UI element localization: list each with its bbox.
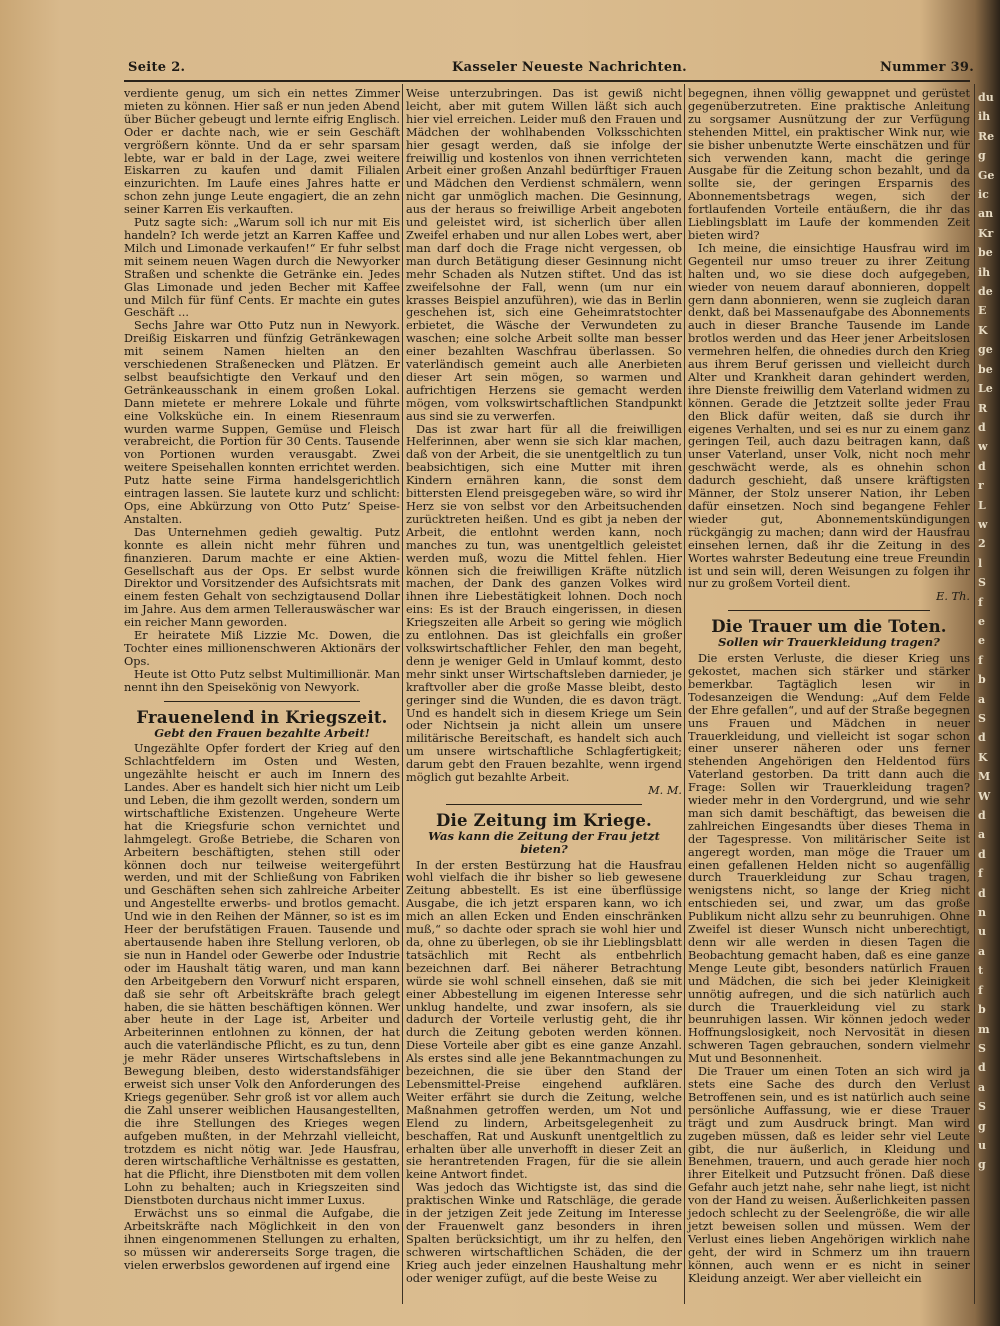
column-divider — [402, 84, 403, 1304]
edge-fragment: K — [978, 750, 988, 764]
edge-fragment: d — [978, 420, 986, 434]
edge-fragment: e — [978, 634, 985, 648]
article-subhead: Gebt den Frauen bezahlte Arbeit! — [154, 725, 370, 740]
edge-fragment: d — [978, 886, 986, 900]
page-number: Seite 2. — [128, 60, 186, 75]
paragraph: Er heiratete Miß Lizzie Mc. Dowen, die Tochter eines millionenschweren Aktionärs der Ops. — [124, 629, 400, 668]
issue-number: Nummer 39. — [880, 60, 975, 75]
edge-fragment: t — [978, 964, 984, 978]
column-3 — [688, 88, 970, 1285]
paragraph: Was jedoch das Wichtigste ist, das sind die praktischen Winke und Ratschläge, die gerade in der jetzigen Zeit jede Zeitung im Interesse der Frauenwelt ganz besonders in ihren Spalten berücksichtigt, um ihr zu helfen, den schweren wirtschaftlichen Schäden, die der Krieg auch jeder einzelnen Haushaltung mehr oder weniger zufügt, auf die beste Weise zu — [406, 1181, 682, 1285]
edge-fragment: m — [978, 1022, 990, 1036]
paragraph: Die ersten Verluste, die dieser Krieg uns gekostet, machen sich stärker und stärker bemerkbar. Tagtäglich lesen wir in Todesanzeigen die Wendung: „Auf dem Felde der Ehre gefallen“, und auf der Straße begegnen uns Frauen und Mädchen in neuer Trauerkleidung, und vielleicht ist sogar schon einer unserer näheren oder uns ferner stehenden Angehörigen den Heldentod fürs Vaterland gestorben. Da tritt dann auch die Frage: Sollen wir Trauerkleidung tragen? wieder mehr in den Vordergrund, und wie sehr man sich damit beschäftigt, das beweisen die zahlreichen Eingesandts über dieses Thema in der Tagespresse. Von militärischer Seite ist angeregt worden, man möge die Trauer um einen gefallenen Helden nicht so augenfällig durch Trauerkleidung zur Schau tragen, wenigstens nicht, so lange der Krieg nicht entschieden sei, und zwar, um das große Publikum nicht allzu sehr zu beunruhigen. Ohne Zweifel ist dieser Wunsch nicht unberechtigt, denn wir alle werden in diesen Tagen die Beobachtung gemacht haben, daß es eine ganze Menge Leute gibt, besonders natürlich Frauen und Mädchen, die sich bei jeder Kleinigkeit unnötig aufregen, und die sich natürlich auch durch die Trauerkleidung viel zu stark beunruhigen lassen. Wir können jedoch weder Hoffnungslosigkeit, noch Nervosität in diesen schweren Tagen gebrauchen, sondern vielmehr Mut und Besonnenheit. — [688, 652, 970, 1066]
paragraph: In der ersten Bestürzung hat die Hausfrau wohl vielfach die ihr bisher so lieb gewesene Zeitung abbestellt. Es ist eine überflüssige Ausgabe, die ich jetzt ersparen kann, wo ich mich an allen Ecken und Enden einschränken muß,“ so dachte oder sprach sie wohl hier und da, ohne zu überlegen, ob sie ihr Lieblingsblatt tatsächlich mit Recht als entbehrlich bezeichnen darf. Bei näherer Betrachtung würde sie wohl schnell einsehen, daß sie mit einer Abbestellung im eigenen Interesse sehr unklug handelte, und zwar insofern, als sie dadurch der Vorteile verlustig geht, die ihr durch die Zeitung geboten werden können. Diese Vorteile aber gibt es eine ganze Anzahl. Als erstes sind alle jene Bekanntmachungen zu bezeichnen, die sie über den Stand der Lebensmittel-Preise eingehend aufklären. Weiter erfährt sie durch die Zeitung, welche Maßnahmen getroffen werden, um Not und Elend zu lindern, Arbeitsgelegenheit zu beschaffen, Rat und Auskunft unentgeltlich zu erhalten über alle unverhofft in dieser Zeit an sie herantretenden Fragen, für die sie allein keine Antwort findet. — [406, 858, 682, 1182]
edge-fragment: Kr — [978, 226, 994, 240]
edge-fragment: Ge — [978, 168, 995, 182]
paragraph: Putz sagte sich: „Warum soll ich nur mit Eis handeln? Ich werde jetzt an Karren Kaffee und Milch und Limonade verkaufen!“ Er fuhr selbst mit seinem neuen Wagen durch die Newyorker Straßen und schenkte die Getränke ein. Jedes Glas Limonade und jeden Becher mit Kaffee und Milch für fünf Cents. Er machte ein gutes Geschäft ... — [124, 216, 400, 320]
edge-fragment: l — [978, 556, 983, 570]
edge-fragment: g — [978, 149, 986, 163]
author-signature: E. Th. — [936, 590, 970, 604]
edge-fragment: n — [978, 906, 986, 920]
edge-fragment: M — [978, 770, 991, 784]
paragraph: verdiente genug, um sich ein nettes Zimmer mieten zu können. Hier saß er nun jeden Abend über Bücher gebeugt und lernte eifrig Englisch. Oder er dachte nach, wie er sein Geschäft vergrößern könnte. Und da er sehr sparsam lebte, war er bald in der Lage, zwei weitere Eiskarren zu kaufen und damit Filialen einzurichten. Im Laufe eines Jahres hatte er schon zehn junge Leute engagiert, die an zehn seiner Karren Eis verkauften. — [124, 87, 400, 217]
edge-fragment: ic — [978, 188, 989, 202]
edge-fragment: u — [978, 925, 986, 939]
paragraph: Das Unternehmen gedieh gewaltig. Putz konnte es allein nicht mehr führen und finanzieren. Darum machte er eine Aktien-Gesellschaft aus der Ops. Er selbst wurde Direktor und Vorsitzender des Aufsichtsrats mit einem festen Gehalt von sechzigtausend Dollar im Jahre. Aus dem armen Tellerauswäscher war ein reicher Mann geworden. — [124, 525, 400, 630]
edge-fragment: w — [978, 440, 988, 454]
edge-fragment: d — [978, 847, 986, 861]
article-headline: Frauenelend in Kriegszeit. — [136, 707, 388, 727]
article-subhead: Was kann die Zeitung der Frau jetzt bieten? — [428, 828, 660, 856]
paragraph: Sechs Jahre war Otto Putz nun in Newyork. Dreißig Eiskarren und fünfzig Getränkewagen mit seinem Namen hielten an den verschiedenen Straßenecken und Plätzen. Er selbst beaufsichtigte den Verkauf und den Getränkeausschank in einem großen Lokal. Dann mietete er mehrere Lokale und führte eine Volksküche ein. In einem Riesenraum wurden warme Suppen, Gemüse und Fleisch verabreicht, die Portion für 30 Cents. Tausende von Portionen wurden verausgabt. Zwei weitere Speisehallen konnten errichtet werden. Putz hatte seine Firma handelsgerichtlich eintragen lassen. Sie lautete kurz und schlicht: Ops, eine Abkürzung von Otto Putz’ Speise-Anstalten. — [124, 319, 400, 526]
paragraph: begegnen, ihnen völlig gewappnet und gerüstet gegenüberzutreten. Eine praktische Anleitung zu sorgsamer Ausnützung der zur Verfügung stehenden Mittel, ein praktischer Wink nur, wie sie bisher unbenutzte Werte einschätzen und für sich verwenden kann, macht die geringe Ausgabe für die Zeitung schon bezahlt, und da sollte sie, der geringen Ersparnis des Abonnementsbetrags wegen, sich der fortlaufenden Vorteile entäußern, die ihr das Lieblingsblatt im Laufe der kommenden Zeit bieten wird? — [688, 87, 970, 242]
paragraph: Ich meine, die einsichtige Hausfrau wird im Gegenteil nur umso treuer zu ihrer Zeitung halten und, wo sie diese doch aufgegeben, wieder von neuem darauf abonnieren, doppelt gern dann abonnieren, wenn sie zugleich daran denkt, daß bei Massenaufgabe des Abonnements auch in dieser Branche Tausende im Lande brotlos werden und das Heer jener Arbeitslosen vermehren helfen, die ohnedies durch den Krieg aus ihrem Beruf gerissen und vielleicht durch Alter und Krankheit daran gehindert werden, ihre Dienste freiwillig dem Vaterland widmen zu können. Gerade die Jetztzeit sollte jeder Frau den Blick dafür weiten, daß sie durch ihr eigenes Verhalten, und sei es nur zu einem ganz geringen Teil, auch dazu beitragen kann, daß unser Vaterland, unser Volk, nicht noch mehr geschwächt werde, als es ohnehin schon dadurch geschieht, daß unsere kräftigsten Männer, der Stolz unserer Nation, ihr Leben dafür einsetzen. Noch sind begangene Fehler wieder gut, Abonnementskündigungen rückgängig zu machen; dann wird der Hausfrau einsehen lernen, daß ihr die Zeitung in des Wortes wahrster Bedeutung eine treue Freundin ist und sein will, deren Weisungen zu folgen ihr nur zu großem Vorteil dient. — [688, 241, 970, 591]
edge-fragment: Re — [978, 129, 995, 143]
edge-fragment: be — [978, 246, 993, 260]
article-separator — [164, 701, 360, 702]
edge-fragment: f — [978, 867, 983, 881]
edge-fragment: S — [978, 1100, 986, 1114]
column-divider — [684, 84, 685, 1304]
edge-fragment: a — [978, 1080, 986, 1094]
edge-fragment: a — [978, 828, 986, 842]
column-1 — [124, 88, 400, 1273]
edge-fragment: an — [978, 207, 994, 221]
article-separator — [728, 610, 930, 611]
edge-fragment: du — [978, 91, 994, 104]
edge-fragment: e — [978, 614, 985, 628]
edge-fragment: de — [978, 285, 993, 299]
edge-fragment: d — [978, 809, 986, 823]
paragraph: Die Trauer um einen Toten an sich wird ja stets eine Sache des durch den Verlust Betroffenen sein, und es ist natürlich auch seine persönliche Auffassung, wie er diese Trauer trägt und zum Ausdruck bringt. Man wird zugeben müssen, daß es leider sehr viel Leute gibt, die nur äußerlich, in Kleidung und Benehmen, trauern, und auch gerade hier noch ihrer Eitelkeit und Putzsucht frönen. Daß diese Gefahr auch jetzt nahe, sehr nahe liegt, ist nicht von der Hand zu weisen. Äußerlichkeiten passen jedoch schlecht zu der Seelengröße, die wir alle jetzt beweisen sollen und müssen. Wem der Verlust eines lieben Angehörigen wirklich nahe geht, der wird in Schmerz um ihn trauern können, auch wenn er es nicht in seiner Kleidung anzeigt. Wer aber vielleicht ein — [688, 1065, 970, 1285]
article-headline: Die Zeitung im Kriege. — [436, 810, 652, 830]
column-divider — [974, 84, 975, 1304]
edge-fragment: d — [978, 459, 986, 473]
edge-fragment: r — [978, 479, 984, 493]
edge-fragment: Le — [978, 382, 993, 396]
edge-fragment: W — [978, 789, 991, 803]
edge-fragment: ge — [978, 343, 993, 357]
edge-fragment: w — [978, 517, 988, 531]
edge-fragment: R — [978, 401, 988, 415]
edge-fragment: d — [978, 1061, 986, 1075]
masthead: Kasseler Neueste Nachrichten. — [452, 60, 687, 75]
edge-fragment: S — [978, 1041, 986, 1055]
edge-fragment: g — [978, 1158, 986, 1172]
edge-fragment: E — [978, 304, 987, 318]
article-subhead: Sollen wir Trauerkleidung tragen? — [718, 635, 940, 650]
edge-fragment: g — [978, 1119, 986, 1133]
edge-fragment: f — [978, 983, 983, 997]
edge-fragment: b — [978, 1003, 986, 1017]
paragraph: Das ist zwar hart für all die freiwilligen Helferinnen, aber wenn sie sich klar machen, daß von der Arbeit, die sie unentgeltlich zu tun beabsichtigen, sich eine Mutter mit ihren Kindern ernähren kann, die sonst dem bittersten Elend preisgegeben wäre, so wird ihr Herz sie von selbst vor den Arbeitsuchenden zurücktreten heißen. Und es gibt ja neben der Arbeit, die entlohnt werden kann, noch manches zu tun, was unentgeltlich geleistet werden muß, wozu die Mittel fehlen. Hier können sich die freiwilligen Kräfte nützlich machen, der Dank des ganzen Volkes wird ihnen ihre Liebestätigkeit lohnen. Doch noch eins: Es ist der Brauch eingerissen, in diesen Kriegszeiten alle Arbeit so gering wie möglich zu entlohnen. Das ist gleichfalls ein großer volkswirtschaftlicher Fehler, den man begeht, denn je weniger Geld in Umlauf kommt, desto mehr sinkt unser Wirtschaftsleben darnieder, je kraftvoller aber die große Masse bleibt, desto geringer sind die Wunden, die es davon trägt. Und es handelt sich in diesem Kriege um Sein oder Nichtsein ja nicht allein um unsere militärische Bereitschaft, es handelt sich auch um unsere wirtschaftliche Schlagfertigkeit; darum gebt den Frauen bezahlte, wenn irgend möglich gut bezahlte Arbeit. — [406, 422, 682, 785]
article-separator — [446, 804, 642, 805]
edge-fragment: u — [978, 1138, 986, 1152]
paragraph: Ungezählte Opfer fordert der Krieg auf den Schlachtfeldern im Osten und Westen, ungezählte heischt er auch im Innern des Landes. Aber es handelt sich hier nicht um Leib und Leben, die ihm gezollt werden, sondern um wirtschaftliche Existenzen. Ungeheure Werte hat die Kriegsfurie schon vernichtet und lahmgelegt. Große Betriebe, die Scharen von Arbeitern beschäftigten, stehen still oder können doch nur teilweise weitergeführt werden, und mit der Schließung von Fabriken und Geschäften sehen sich zahlreiche Arbeiter und Angestellte erwerbs- und brotlos gemacht. Und wie in den Reihen der Männer, so ist es im Heer der berufstätigen Frauen. Tausende und abertausende haben ihre Stellung verloren, ob sie nun in Handel oder Gewerbe oder Industrie oder im Haushalt tätig waren, und man kann den Arbeitgebern den Vorwurf nicht ersparen, daß sie sehr oft Arbeitskräfte brach gelegt haben, die sie hätten beschäftigen können. Wer aber heute in der Lage ist, Arbeiter und Arbeiterinnen entlohnen zu können, der hat auch die vaterländische Pflicht, es zu tun, denn je mehr Räder unseres Wirtschaftslebens in Bewegung bleiben, desto widerstandsfähiger erweist sich unser Volk den Anforderungen des Kriegs gegenüber. Sehr groß ist vor allem auch die Zahl unserer weiblichen Hausangestellten, die ihre Stellungen des Krieges wegen aufgeben mußten, in der Mehrzahl vielleicht, trotzdem es nicht nötig war. Jede Hausfrau, deren wirtschaftliche Verhältnisse es gestatten, hat die Pflicht, ihre Dienstboten mit dem vollen Lohn zu behalten; auch in Kriegszeiten sind Dienstboten durchaus nicht immer Luxus. — [124, 742, 400, 1208]
edge-fragment: S — [978, 576, 986, 590]
column-2 — [406, 88, 682, 1285]
edge-fragment: L — [978, 498, 986, 512]
header-rule — [124, 80, 970, 82]
edge-fragment: S — [978, 712, 986, 725]
article-headline: Die Trauer um die Toten. — [711, 617, 947, 637]
edge-fragment: f — [978, 653, 983, 667]
edge-fragment: d — [978, 731, 986, 745]
edge-fragment: a — [978, 692, 986, 706]
edge-fragment: a — [978, 944, 986, 958]
edge-fragment: be — [978, 362, 993, 376]
edge-fragment: f — [978, 595, 983, 609]
author-signature: M. M. — [648, 783, 682, 797]
paragraph: Erwächst uns so einmal die Aufgabe, die Arbeitskräfte nach Möglichkeit in den von ihnen eingenommenen Stellungen zu erhalten, so müssen wir andererseits Sorge tragen, die vielen erwerbslos gewordenen auf irgend eine — [124, 1207, 400, 1272]
paragraph: Heute ist Otto Putz selbst Multimillionär. Man nennt ihn den Speisekönig von Newyork. — [124, 667, 400, 694]
edge-fragment: ih — [978, 110, 991, 124]
edge-fragment: ih — [978, 265, 991, 279]
edge-fragment: b — [978, 673, 986, 687]
paragraph: Weise unterzubringen. Das ist gewiß nicht leicht, aber mit gutem Willen läßt sich auch hier viel erreichen. Leider muß den Frauen und Mädchen der wohlhabenden Volksschichten hier gesagt werden, daß sie infolge der freiwillig und kostenlos von ihnen verrichteten Arbeit einer großen Anzahl bedürftiger Frauen und Mädchen den Verdienst schmälern, wenn nicht gar unmöglich machen. Die Gesinnung, aus der heraus so freiwillige Arbeit angeboten und geleistet wird, ist sicherlich über allen Zweifel erhaben und nur allen Lobes wert, aber man darf doch die Frage nicht vergessen, ob man durch Betätigung dieser Gesinnung nicht mehr Schaden als Nutzen stiftet. Und das ist zweifelsohne der Fall, wenn (um nur ein krasses Beispiel anzuführen), wie das in Berlin geschehen ist, sich eine Geheimratstochter erbietet, die Wäsche der Verwundeten zu waschen; eine solche Arbeit sollte man besser einer bezahlten Waschfrau überlassen. So vaterländisch gemeint auch alle Anerbieten dieser Art sein mögen, so warmen und aufrichtigen Herzens sie gemacht werden mögen, vom volkswirtschaftlichen Standpunkt aus sind sie zu verwerfen. — [406, 87, 682, 423]
edge-fragment: K — [978, 323, 988, 337]
edge-fragment: 2 — [978, 537, 986, 551]
adjacent-page-edge — [978, 88, 1000, 1175]
